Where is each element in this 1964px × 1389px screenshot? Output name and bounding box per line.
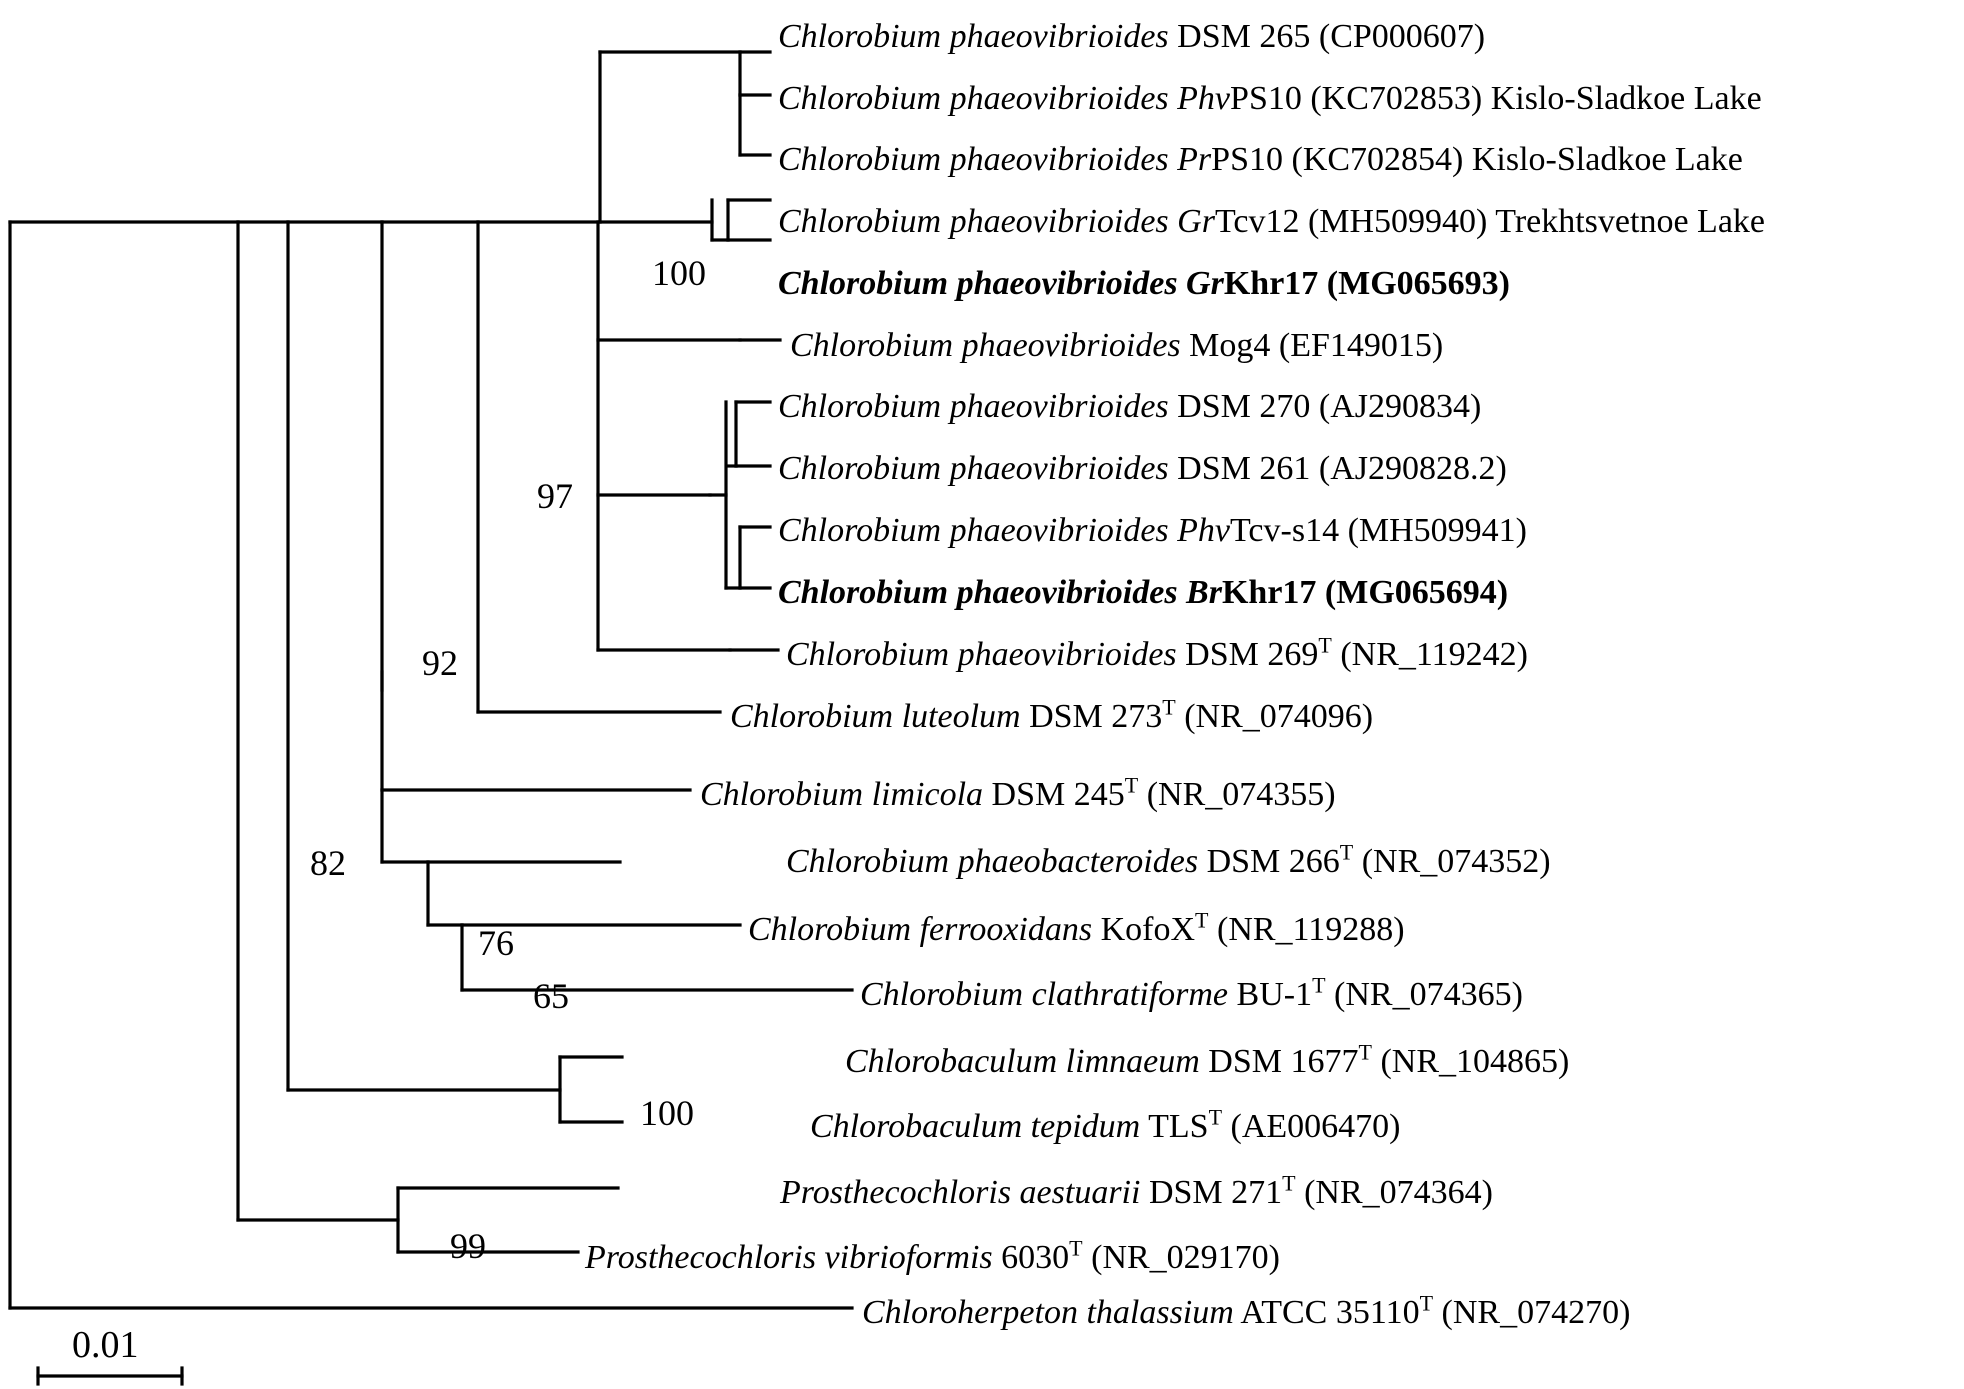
taxon-label: Chlorobium phaeovibrioides PhvTcv-s14 (MH509941) [778,512,1527,549]
taxon-label: Chlorobium limicola DSM $245^T$ (NR_074355) [700,772,1336,813]
support-value: 82 [310,843,346,883]
support-value: 65 [533,976,569,1016]
taxon-label-highlighted: Chlorobium phaeovibrioides BrKhr17 (MG065694) [778,574,1509,611]
tree-branch-group [10,52,852,1384]
support-value: 92 [422,643,458,683]
taxon-label: Chlorobium phaeovibrioides GrTcv12 (MH509940) Trekhtsvetnoe Lake [778,203,1765,240]
taxon-label: Chlorobium phaeovibrioides PhvPS10 (KC702853) Kislo-Sladkoe Lake [778,80,1762,117]
scale-bar-label: 0.01 [72,1324,139,1366]
taxon-label: Chlorobium clathratiforme $BU-1^T$ (NR_074365) [860,972,1523,1013]
taxon-label: Chlorobium phaeovibrioides PrPS10 (KC702854) Kislo-Sladkoe Lake [778,141,1743,178]
taxon-label: Chlorobium phaeovibrioides DSM $269^T$ (NR_119242) [786,632,1528,673]
taxon-label: Chlorobium luteolum DSM $273^T$ (NR_074096) [730,694,1374,735]
taxon-label: Chlorobium phaeovibrioides Mog4 (EF149015) [790,327,1444,364]
taxon-label: Prosthecochloris vibrioformis $6030^T$ (NR_029170) [585,1235,1281,1276]
taxon-label: Chlorobium phaeovibrioides DSM 261 (AJ290828.2) [778,450,1507,487]
taxon-label: Chlorobaculum tepidum $TLS^T$ (AE006470) [810,1104,1401,1145]
taxon-label: Chlorobaculum limnaeum DSM $1677^T$ (NR_104865) [845,1039,1570,1080]
taxon-label: Chloroherpeton thalassium ATCC $35110^T$ (NR_074270) [862,1290,1631,1331]
support-value: 97 [537,476,573,516]
taxon-label: Chlorobium phaeovibrioides DSM 265 (CP000607) [778,18,1486,55]
taxon-label: Chlorobium phaeovibrioides DSM 270 (AJ290834) [778,388,1482,425]
taxon-label: Prosthecochloris aestuarii DSM $271^T$ (NR_074364) [780,1170,1493,1211]
support-value: 100 [652,253,706,293]
support-value: 99 [450,1226,486,1266]
taxon-label-highlighted: Chlorobium phaeovibrioides GrKhr17 (MG065693) [778,265,1510,302]
taxon-label: Chlorobium ferrooxidans KofoX$^T$ (NR_119288) [748,907,1405,948]
support-value: 76 [478,923,514,963]
support-value: 100 [640,1093,694,1133]
taxon-label: Chlorobium phaeobacteroides DSM $266^T$ (NR_074352) [786,839,1551,880]
